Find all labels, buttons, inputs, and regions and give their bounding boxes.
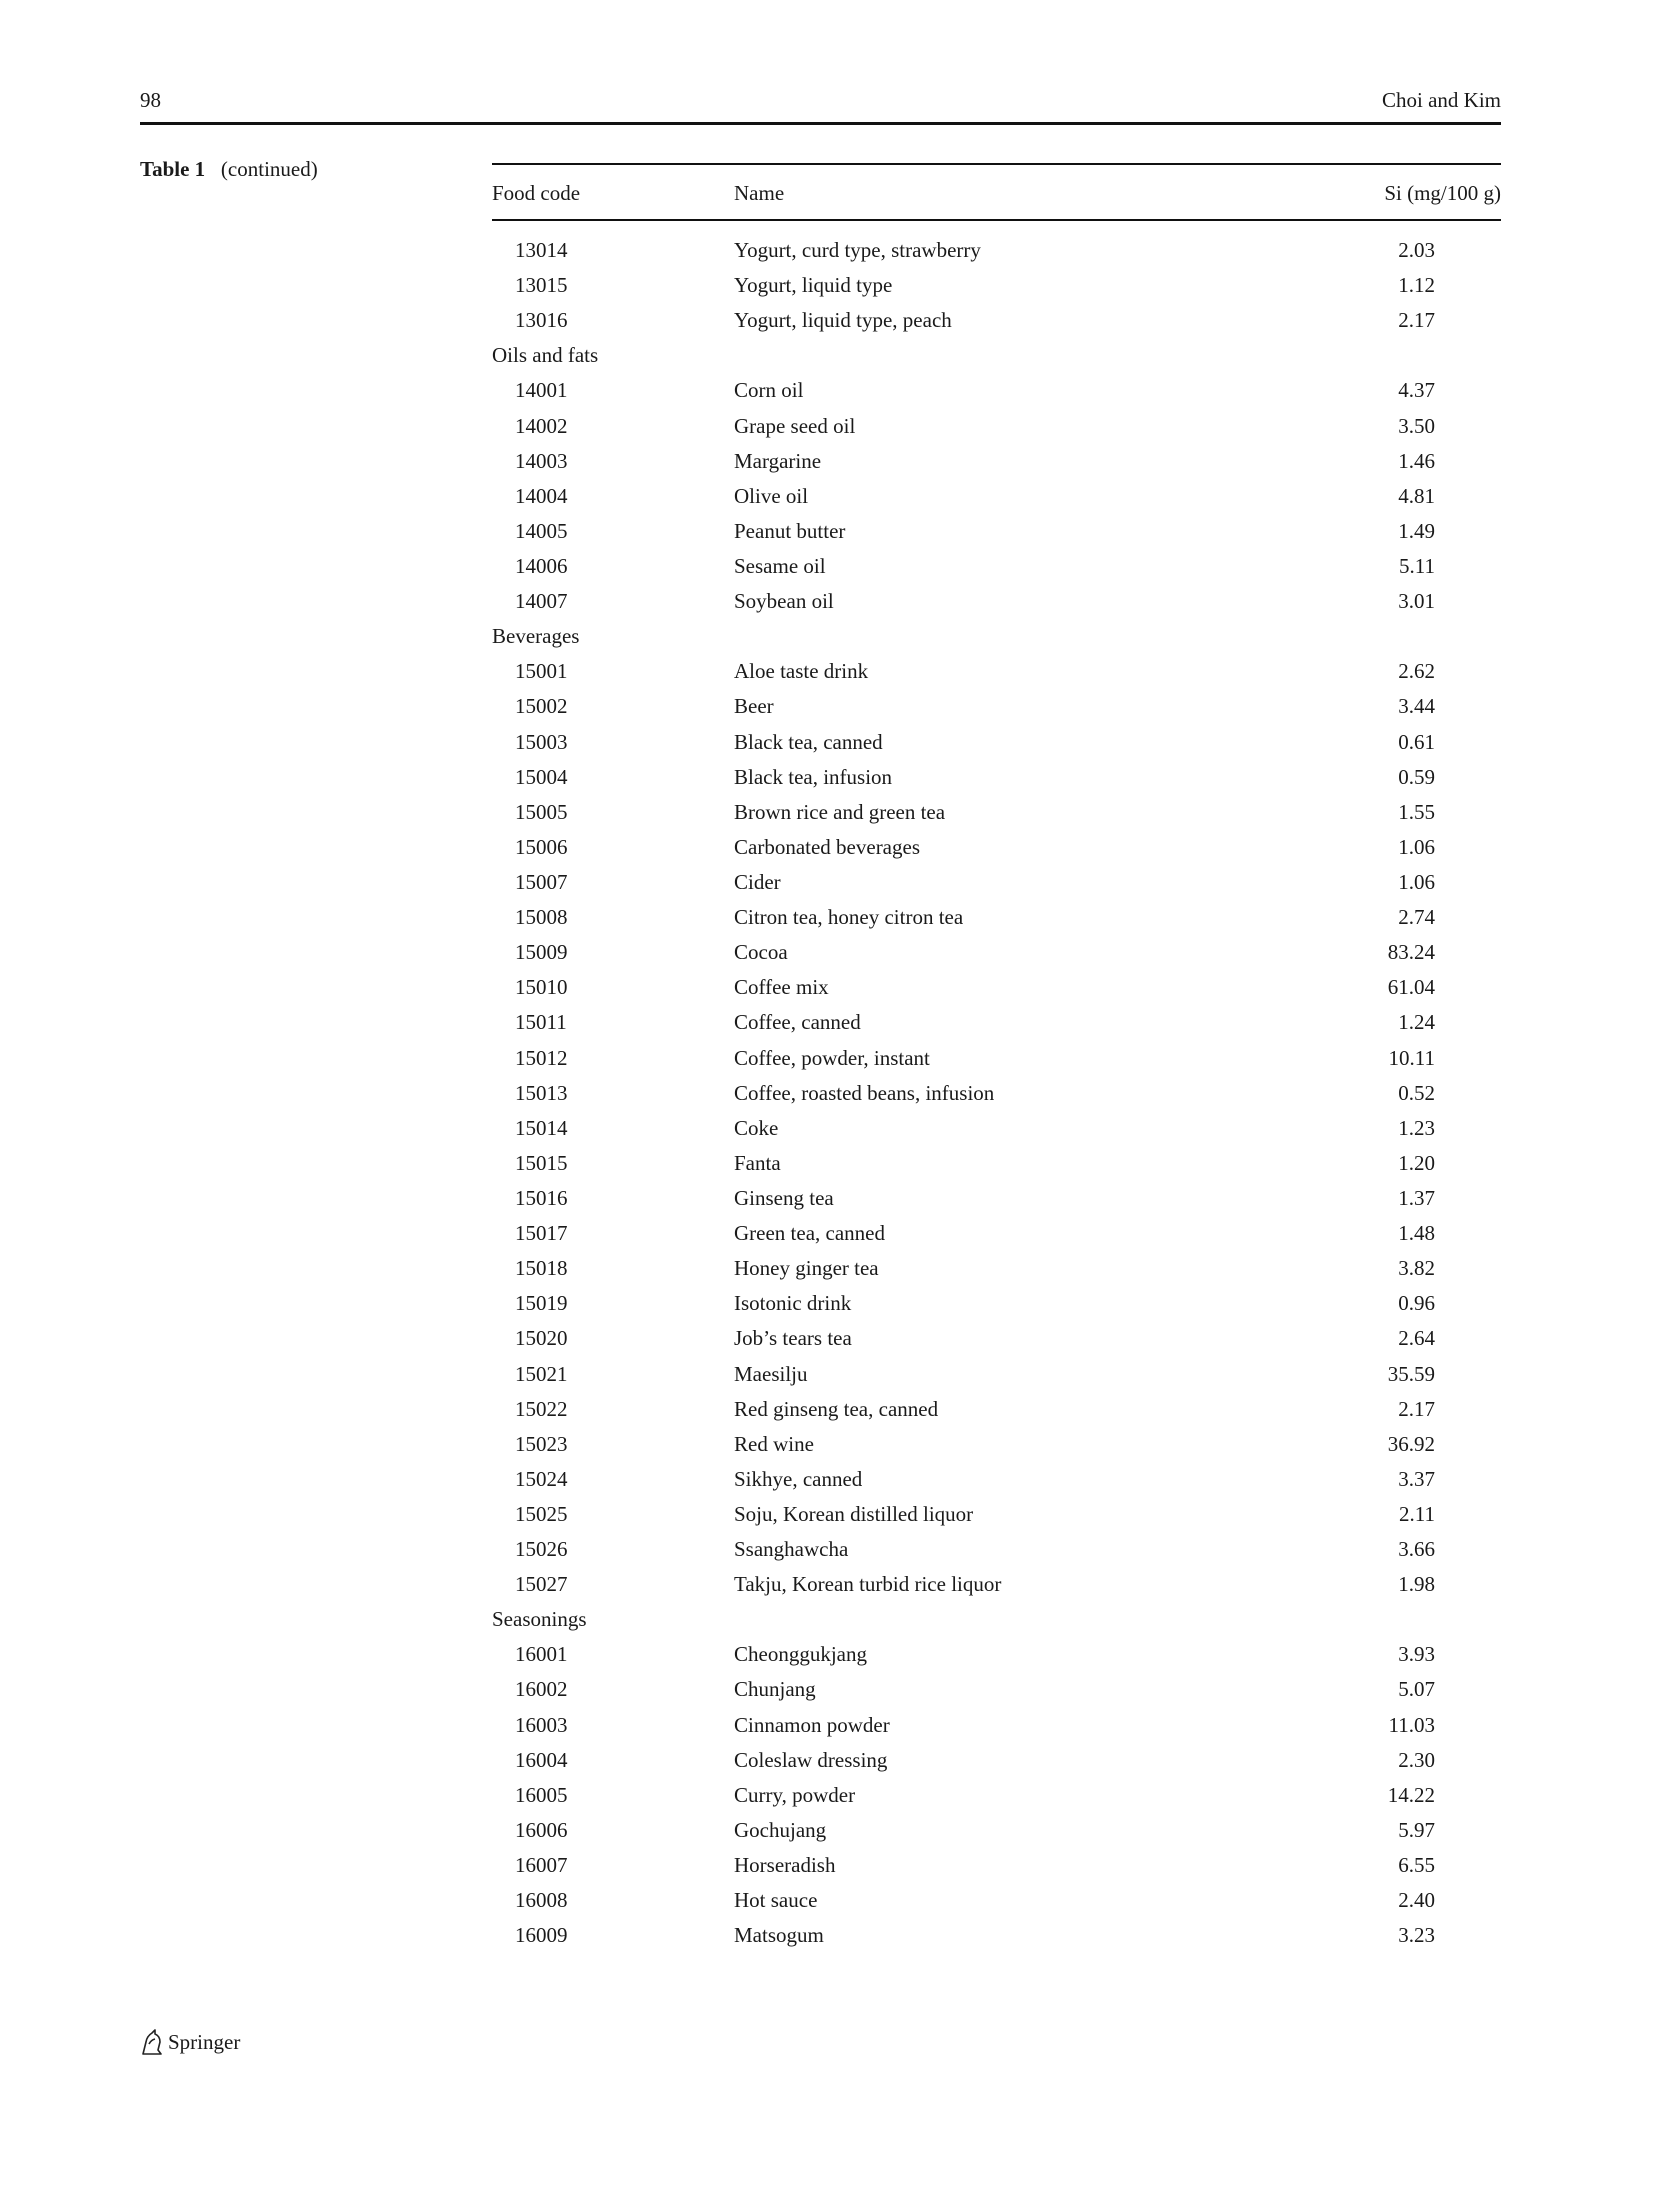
si-value-cell: 3.66	[1398, 1537, 1435, 1562]
si-value-cell: 0.96	[1398, 1291, 1435, 1316]
food-name-cell: Black tea, canned	[734, 729, 883, 754]
food-code-cell: 15025	[515, 1501, 568, 1526]
springer-horse-icon	[140, 2028, 164, 2056]
food-code-cell: 13014	[515, 238, 568, 262]
food-code-cell: 15022	[515, 1396, 568, 1421]
food-code-cell: 16001	[515, 1642, 568, 1667]
column-header-si: Si (mg/100 g)	[1384, 181, 1501, 205]
si-value-cell: 2.74	[1398, 905, 1435, 930]
food-name-cell: Cheonggukjang	[734, 1642, 867, 1667]
si-value-cell: 2.03	[1398, 238, 1435, 262]
table-row	[492, 1462, 1501, 1497]
category-row	[492, 1602, 1501, 1637]
food-code-cell: 13015	[515, 273, 568, 298]
category-row	[492, 619, 1501, 654]
food-code-cell: 14001	[515, 378, 568, 403]
si-value-cell: 1.98	[1398, 1572, 1435, 1597]
food-name-cell: Coffee mix	[734, 975, 829, 1000]
food-name-cell: Aloe taste drink	[734, 659, 869, 684]
si-value-cell: 1.06	[1398, 869, 1435, 894]
food-name-cell: Red wine	[734, 1431, 814, 1456]
table-row	[492, 1146, 1501, 1181]
table-row	[492, 1708, 1501, 1743]
food-name-cell: Horseradish	[734, 1853, 836, 1878]
table-row	[492, 1567, 1501, 1602]
food-name-cell: Ssanghawcha	[734, 1537, 849, 1562]
food-code-cell: 15020	[515, 1326, 568, 1351]
column-header-food-code: Food code	[492, 181, 581, 205]
si-value-cell: 1.37	[1398, 1185, 1435, 1210]
silicon-content-table	[492, 163, 1501, 1953]
food-code-cell: 15003	[515, 729, 568, 754]
table-row	[492, 970, 1501, 1005]
food-code-cell: 15004	[515, 764, 568, 789]
food-name-cell: Isotonic drink	[734, 1291, 852, 1316]
food-code-cell: 13016	[515, 308, 568, 333]
food-name-cell: Ginseng tea	[734, 1185, 834, 1210]
category-label: Beverages	[492, 624, 580, 649]
si-value-cell: 3.44	[1398, 694, 1435, 719]
table-row	[492, 1392, 1501, 1427]
food-code-cell: 14006	[515, 553, 568, 578]
table-label: Table 1	[140, 157, 206, 181]
table-row	[492, 584, 1501, 619]
food-name-cell: Peanut butter	[734, 518, 846, 543]
table-row	[492, 1357, 1501, 1392]
food-code-cell: 16003	[515, 1712, 568, 1737]
si-value-cell: 1.55	[1398, 799, 1435, 824]
table-row	[492, 1532, 1501, 1567]
si-value-cell: 11.03	[1388, 1712, 1435, 1737]
table-row	[492, 1813, 1501, 1848]
table-row	[492, 1672, 1501, 1707]
table-row	[492, 1778, 1501, 1813]
food-code-cell: 15017	[515, 1221, 568, 1246]
food-name-cell: Coke	[734, 1115, 779, 1140]
food-name-cell: Coleslaw dressing	[734, 1747, 888, 1772]
food-code-cell: 16002	[515, 1677, 568, 1702]
food-code-cell: 16004	[515, 1747, 568, 1772]
table-row	[492, 795, 1501, 830]
table-row	[492, 900, 1501, 935]
si-value-cell: 2.40	[1398, 1888, 1435, 1913]
si-value-cell: 3.37	[1398, 1466, 1435, 1491]
table-row	[492, 1181, 1501, 1216]
table-row	[492, 373, 1501, 408]
food-name-cell: Coffee, roasted beans, infusion	[734, 1080, 995, 1105]
si-value-cell: 0.61	[1398, 729, 1435, 754]
table-header-row	[492, 165, 1501, 219]
food-code-cell: 15013	[515, 1080, 568, 1105]
si-value-cell: 61.04	[1387, 975, 1435, 1000]
food-name-cell: Coffee, powder, instant	[734, 1045, 930, 1070]
food-name-cell: Hot sauce	[734, 1888, 818, 1913]
si-value-cell: 3.93	[1398, 1642, 1435, 1667]
si-value-cell: 3.82	[1398, 1256, 1435, 1281]
table-row	[492, 1111, 1501, 1146]
food-name-cell: Soybean oil	[734, 589, 834, 614]
food-code-cell: 15008	[515, 905, 568, 930]
table-caption	[140, 157, 318, 182]
food-name-cell: Black tea, infusion	[734, 764, 893, 789]
table-row	[492, 1321, 1501, 1356]
table-row	[492, 760, 1501, 795]
si-value-cell: 2.17	[1398, 308, 1435, 333]
food-name-cell: Sesame oil	[734, 553, 826, 578]
table-row	[492, 1743, 1501, 1778]
si-value-cell: 1.23	[1398, 1115, 1435, 1140]
food-code-cell: 14002	[515, 413, 568, 438]
si-value-cell: 1.06	[1398, 834, 1435, 859]
food-code-cell: 15011	[515, 1010, 567, 1035]
table-row	[492, 1076, 1501, 1111]
food-code-cell: 15009	[515, 940, 568, 965]
food-name-cell: Green tea, canned	[734, 1221, 885, 1246]
food-code-cell: 15019	[515, 1291, 568, 1316]
food-code-cell: 16009	[515, 1923, 568, 1948]
food-code-cell: 15014	[515, 1115, 568, 1140]
table-caption-note: (continued)	[220, 157, 318, 181]
food-code-cell: 15007	[515, 869, 568, 894]
table-row	[492, 830, 1501, 865]
food-code-cell: 15001	[515, 659, 568, 684]
page-number: 98	[140, 88, 161, 112]
table-row	[492, 233, 1501, 268]
food-name-cell: Chunjang	[734, 1677, 816, 1702]
si-value-cell: 1.46	[1398, 448, 1435, 473]
food-name-cell: Yogurt, liquid type	[734, 273, 893, 298]
table-row	[492, 549, 1501, 584]
table-row	[492, 514, 1501, 549]
food-name-cell: Maesilju	[734, 1361, 808, 1386]
category-row	[492, 338, 1501, 373]
si-value-cell: 2.62	[1398, 659, 1435, 684]
si-value-cell: 0.59	[1398, 764, 1435, 789]
food-code-cell: 15021	[515, 1361, 568, 1386]
food-code-cell: 15024	[515, 1466, 568, 1491]
food-code-cell: 15018	[515, 1256, 568, 1281]
publisher-name: Springer	[168, 2029, 241, 2054]
food-name-cell: Sikhye, canned	[734, 1466, 863, 1491]
food-name-cell: Job’s tears tea	[734, 1326, 852, 1351]
si-value-cell: 10.11	[1388, 1045, 1435, 1070]
food-name-cell: Cinnamon powder	[734, 1712, 890, 1737]
food-name-cell: Beer	[734, 694, 774, 719]
table-row	[492, 1918, 1501, 1953]
food-code-cell: 16006	[515, 1817, 568, 1842]
food-name-cell: Red ginseng tea, canned	[734, 1396, 939, 1421]
category-label: Oils and fats	[492, 343, 599, 368]
food-code-cell: 16007	[515, 1853, 568, 1878]
food-name-cell: Cocoa	[734, 940, 788, 965]
category-label: Seasonings	[492, 1607, 587, 1632]
si-value-cell: 6.55	[1398, 1853, 1435, 1878]
table-row	[492, 1005, 1501, 1040]
food-code-cell: 14007	[515, 589, 568, 614]
table-row	[492, 865, 1501, 900]
food-code-cell: 14003	[515, 448, 568, 473]
table-row	[492, 1497, 1501, 1532]
header-rule	[140, 122, 1501, 125]
table-row	[492, 1427, 1501, 1462]
si-value-cell: 35.59	[1387, 1361, 1435, 1386]
food-code-cell: 15006	[515, 834, 568, 859]
table-row	[492, 654, 1501, 689]
running-header-authors: Choi and Kim	[1382, 88, 1501, 112]
si-value-cell: 1.24	[1398, 1010, 1435, 1035]
food-name-cell: Margarine	[734, 448, 822, 473]
food-name-cell: Soju, Korean distilled liquor	[734, 1501, 974, 1526]
food-code-cell: 15027	[515, 1572, 568, 1597]
si-value-cell: 5.07	[1398, 1677, 1435, 1702]
food-name-cell: Carbonated beverages	[734, 834, 920, 859]
si-value-cell: 1.20	[1398, 1150, 1435, 1175]
table-row	[492, 689, 1501, 724]
si-value-cell: 83.24	[1387, 940, 1435, 965]
si-value-cell: 4.37	[1398, 378, 1435, 403]
table-row	[492, 479, 1501, 514]
food-code-cell: 14004	[515, 483, 568, 508]
food-name-cell: Grape seed oil	[734, 413, 856, 438]
table-row	[492, 1251, 1501, 1286]
food-code-cell: 15015	[515, 1150, 568, 1175]
si-value-cell: 36.92	[1387, 1431, 1435, 1456]
table-body	[492, 221, 1501, 1953]
food-name-cell: Takju, Korean turbid rice liquor	[734, 1572, 1002, 1597]
food-code-cell: 15005	[515, 799, 568, 824]
food-name-cell: Matsogum	[734, 1923, 824, 1948]
table-row	[492, 935, 1501, 970]
table-row	[492, 1041, 1501, 1076]
food-code-cell: 15026	[515, 1537, 568, 1562]
table-row	[492, 1883, 1501, 1918]
publisher-footer	[140, 2028, 240, 2056]
si-value-cell: 1.12	[1398, 273, 1435, 298]
table-row	[492, 1637, 1501, 1672]
food-name-cell: Citron tea, honey citron tea	[734, 905, 964, 930]
column-header-name: Name	[734, 181, 785, 205]
food-code-cell: 15002	[515, 694, 568, 719]
si-value-cell: 14.22	[1387, 1782, 1435, 1807]
table-row	[492, 268, 1501, 303]
table-row	[492, 444, 1501, 479]
food-name-cell: Curry, powder	[734, 1782, 856, 1807]
food-name-cell: Brown rice and green tea	[734, 799, 946, 824]
food-code-cell: 15016	[515, 1185, 568, 1210]
food-code-cell: 15010	[515, 975, 568, 1000]
table-row	[492, 1216, 1501, 1251]
food-name-cell: Fanta	[734, 1150, 781, 1175]
table-row	[492, 303, 1501, 338]
si-value-cell: 0.52	[1398, 1080, 1435, 1105]
table-row	[492, 1286, 1501, 1321]
table-row	[492, 409, 1501, 444]
food-code-cell: 16005	[515, 1782, 568, 1807]
food-name-cell: Yogurt, liquid type, peach	[734, 308, 952, 333]
si-value-cell: 5.97	[1398, 1817, 1435, 1842]
si-value-cell: 3.50	[1398, 413, 1435, 438]
table-row	[492, 1848, 1501, 1883]
food-name-cell: Yogurt, curd type, strawberry	[734, 238, 981, 262]
food-code-cell: 15023	[515, 1431, 568, 1456]
food-code-cell: 15012	[515, 1045, 568, 1070]
si-value-cell: 3.01	[1398, 589, 1435, 614]
food-name-cell: Honey ginger tea	[734, 1256, 879, 1281]
si-value-cell: 2.17	[1398, 1396, 1435, 1421]
food-name-cell: Corn oil	[734, 378, 804, 403]
table-row	[492, 725, 1501, 760]
food-name-cell: Olive oil	[734, 483, 809, 508]
si-value-cell: 1.49	[1398, 518, 1435, 543]
si-value-cell: 4.81	[1398, 483, 1435, 508]
si-value-cell: 2.64	[1398, 1326, 1435, 1351]
food-name-cell: Coffee, canned	[734, 1010, 861, 1035]
si-value-cell: 2.30	[1398, 1747, 1435, 1772]
si-value-cell: 1.48	[1398, 1221, 1435, 1246]
food-code-cell: 14005	[515, 518, 568, 543]
food-code-cell: 16008	[515, 1888, 568, 1913]
food-name-cell: Cider	[734, 869, 781, 894]
si-value-cell: 2.11	[1399, 1501, 1435, 1526]
si-value-cell: 5.11	[1399, 553, 1435, 578]
food-name-cell: Gochujang	[734, 1817, 827, 1842]
si-value-cell: 3.23	[1398, 1923, 1435, 1948]
